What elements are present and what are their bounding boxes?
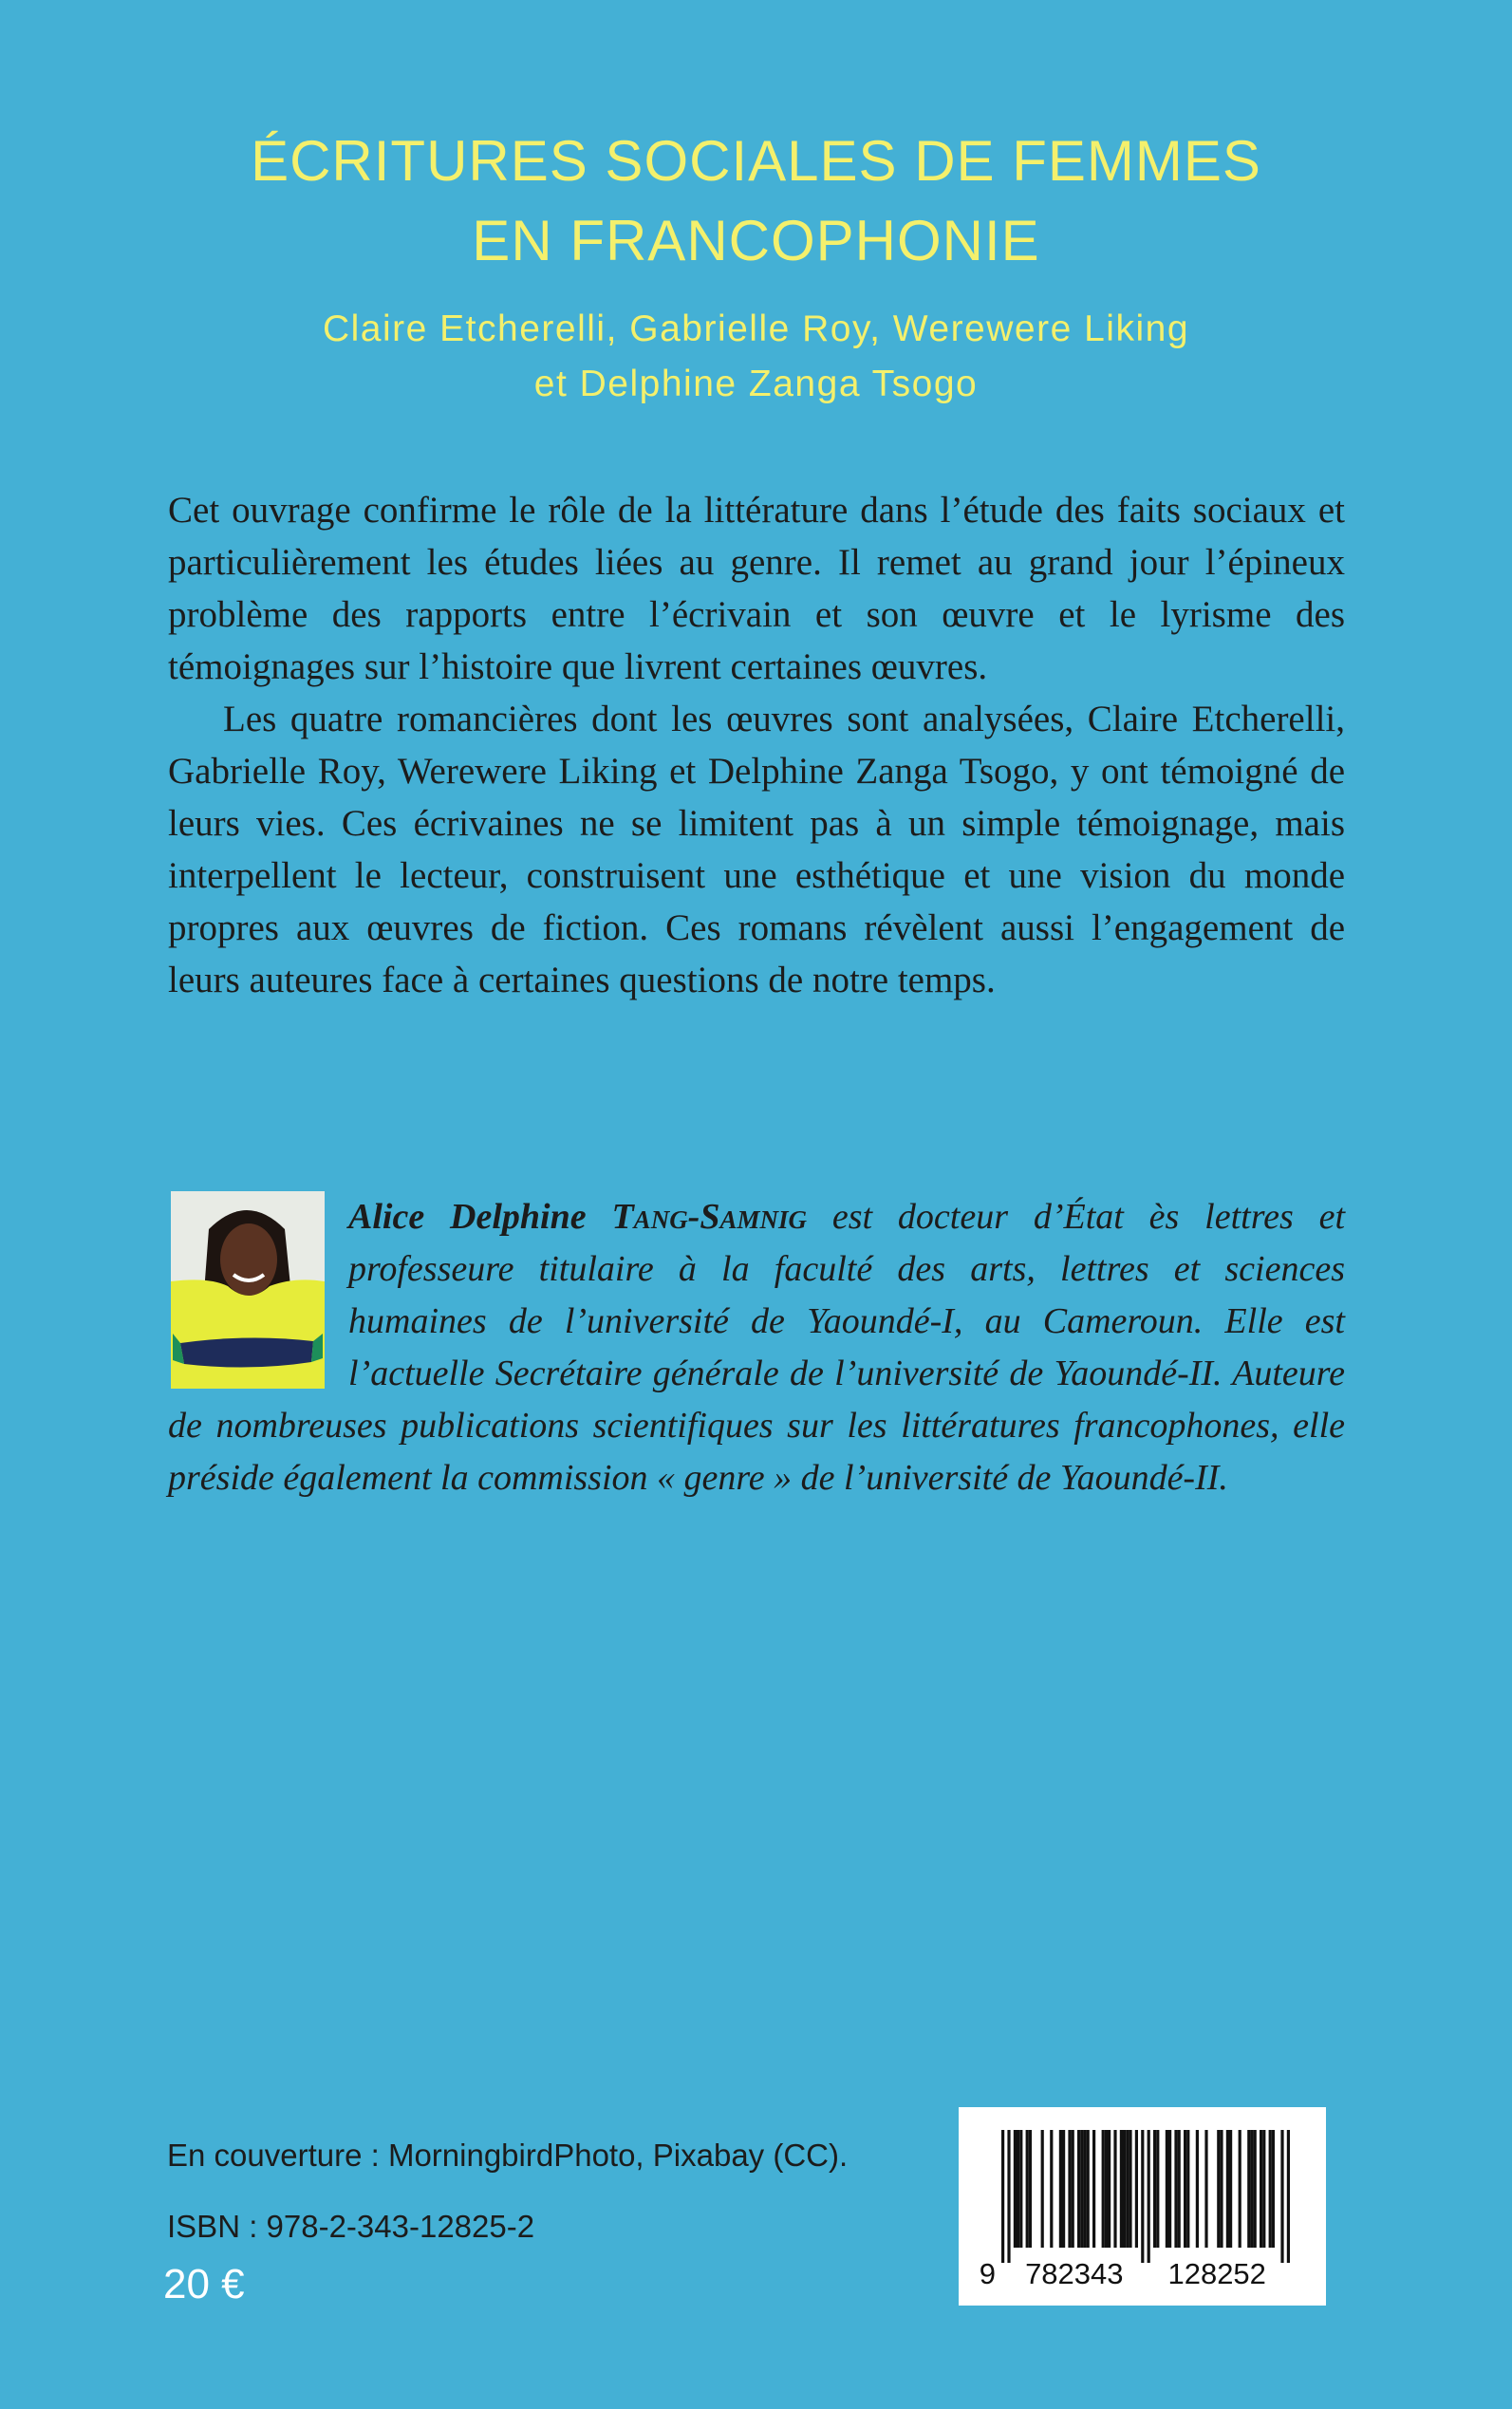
barcode-bar — [1083, 2130, 1086, 2248]
barcode-bar — [1129, 2130, 1131, 2248]
barcode-bar — [1156, 2130, 1159, 2248]
barcode-bar — [1186, 2130, 1189, 2248]
barcode-bar — [1029, 2130, 1032, 2248]
book-title — [0, 121, 1512, 281]
price: 20 € — [163, 2261, 245, 2307]
book-subtitle — [0, 302, 1512, 412]
barcode-bar — [1226, 2130, 1229, 2248]
barcode-bar — [1123, 2130, 1126, 2248]
barcode-bar — [1068, 2130, 1071, 2248]
barcode-bar — [1254, 2130, 1257, 2248]
subtitle-line-1: Claire Etcherelli, Gabrielle Roy, Werewere Liking — [322, 308, 1190, 349]
barcode-bar — [1007, 2130, 1010, 2263]
barcode-bar — [1196, 2130, 1199, 2248]
author-bio — [168, 1191, 1345, 1504]
barcode-bar — [1220, 2130, 1223, 2248]
subtitle-line-2: et Delphine Zanga Tsogo — [533, 364, 979, 404]
barcode-bar — [1260, 2130, 1262, 2248]
cover-credit: En couverture : MorningbirdPhoto, Pixabay (CC). — [167, 2138, 849, 2173]
barcode-bar — [1184, 2130, 1186, 2248]
barcode-bar — [1287, 2130, 1290, 2263]
barcode-bar — [1217, 2130, 1220, 2248]
barcode-bar — [1072, 2130, 1074, 2248]
barcode-bar — [1269, 2130, 1272, 2248]
barcode-bar — [1262, 2130, 1265, 2248]
barcode-bar — [1148, 2130, 1150, 2263]
summary-paragraph-1: Cet ouvrage confirme le rôle de la littérature dans l’étude des faits sociaux et particulièrement les études liées au genre. Il remet au grand jour l’épineux problème des rapports entre l’écrivain et son œuvre et le lyrisme des témoignages sur l’histoire que livrent certaines œuvres. — [168, 490, 1345, 687]
barcode-bar — [1092, 2130, 1095, 2248]
summary-text — [168, 484, 1345, 1006]
barcode-bar — [1250, 2130, 1253, 2248]
barcode-bar — [1062, 2130, 1065, 2248]
author-bio-text: est docteur d’État ès lettres et professeure titulaire à la faculté des arts, lettres et sciences humaines de l’université de Yaoundé-I, au Cameroun. Elle est l’actuelle Secrétaire générale de l’université de Yaoundé-II. Auteure de nombreuses publications scientifiques sur les littératures francophones, elle préside également la commission « genre » de l’université de Yaoundé-II. — [168, 1197, 1346, 1498]
title-line-2: EN FRANCOPHONIE — [472, 209, 1040, 272]
barcode-bar — [1059, 2130, 1062, 2248]
barcode-bar — [1135, 2130, 1138, 2248]
barcode-bar — [1026, 2130, 1029, 2248]
barcode-bars — [959, 2107, 1326, 2306]
barcode-bar — [1126, 2130, 1129, 2248]
barcode-bar — [1017, 2130, 1019, 2248]
barcode-bar — [1014, 2130, 1017, 2248]
barcode-bar — [1080, 2130, 1083, 2248]
barcode-bar — [1239, 2130, 1241, 2248]
barcode-bar — [1019, 2130, 1022, 2248]
isbn-barcode — [959, 2107, 1326, 2306]
barcode-bar — [1120, 2130, 1123, 2248]
barcode-bar — [1247, 2130, 1250, 2248]
title-line-1: ÉCRITURES SOCIALES DE FEMMES — [251, 129, 1261, 193]
barcode-left-digits: 782343 — [1025, 2257, 1124, 2290]
barcode-bar — [1166, 2130, 1168, 2248]
barcode-bar — [1229, 2130, 1232, 2248]
barcode-bar — [1087, 2130, 1090, 2248]
barcode-bar — [1001, 2130, 1004, 2263]
author-first-names: Alice Delphine — [348, 1197, 587, 1237]
barcode-first-digit: 9 — [979, 2257, 996, 2290]
barcode-bar — [1204, 2130, 1207, 2248]
author-surname: Tang-Samnig — [611, 1197, 807, 1237]
barcode-bar — [1041, 2130, 1044, 2248]
barcode-bar — [1113, 2130, 1116, 2248]
barcode-bar — [1108, 2130, 1111, 2248]
barcode-bar — [1141, 2130, 1144, 2263]
barcode-bar — [1077, 2130, 1080, 2248]
isbn-text: ISBN : 978-2-343-12825-2 — [167, 2209, 535, 2244]
barcode-bar — [1105, 2130, 1108, 2248]
barcode-right-digits: 128252 — [1167, 2257, 1266, 2290]
summary-paragraph-2: Les quatre romancières dont les œuvres sont analysées, Claire Etcherelli, Gabrielle Roy, Werewere Liking et Delphine Zanga Tsogo, y ont témoigné de leurs vies. Ces écrivaines ne se limitent pas à un simple témoignage, mais interpellent le lecteur, construisent une esthétique et une vision du monde propres aux œuvres de fiction. Ces romans révèlent aussi l’engagement de leurs auteures face à certaines questions de notre temps. — [168, 699, 1345, 1000]
barcode-bar — [1174, 2130, 1177, 2248]
barcode-bar — [1178, 2130, 1181, 2248]
barcode-bar — [1050, 2130, 1053, 2248]
barcode-bar — [1153, 2130, 1156, 2248]
barcode-bar — [1168, 2130, 1171, 2248]
barcode-bar — [1102, 2130, 1105, 2248]
barcode-bar — [1280, 2130, 1283, 2263]
barcode-bar — [1272, 2130, 1275, 2248]
